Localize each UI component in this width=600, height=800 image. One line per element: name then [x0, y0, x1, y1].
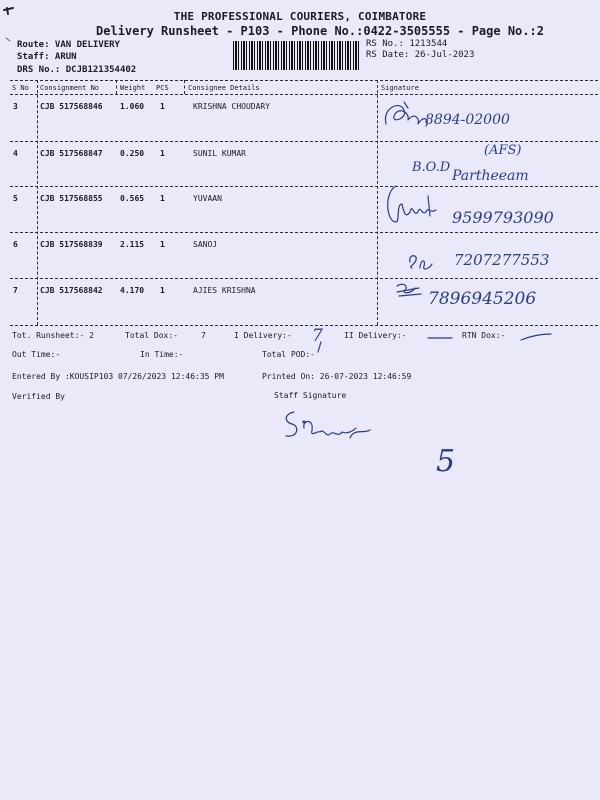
table-header-rule	[10, 94, 598, 95]
handwritten-phone-row-6: 7207277553	[454, 251, 550, 269]
row-weight: 4.170	[120, 286, 145, 295]
row-pcs: 1	[160, 240, 165, 249]
i-delivery-handwritten: 7	[312, 326, 323, 346]
row-sno: 7	[13, 286, 18, 295]
out-time-label: Out Time:-	[12, 350, 61, 359]
row-consignee: SUNIL KUMAR	[193, 149, 246, 158]
row-consignment: CJB 517568842	[40, 286, 103, 295]
column-divider	[37, 80, 38, 325]
row-divider	[10, 232, 598, 233]
route-label: Route: VAN DELIVERY	[17, 40, 120, 50]
col-header-consignee: Consignee Details	[188, 84, 260, 92]
row-pcs: 1	[160, 194, 165, 203]
row-sno: 4	[13, 149, 18, 158]
handwritten-bod: B.O.D	[412, 160, 451, 175]
handwritten-phone-row-3: 8894-02000	[425, 112, 510, 128]
barcode	[233, 41, 360, 70]
handwritten-phone-row-5: 9599793090	[452, 208, 554, 227]
row-weight: 2.115	[120, 240, 145, 249]
row-consignee: AJIES KRISHNA	[193, 286, 256, 295]
rs-date: RS Date: 26-Jul-2023	[366, 50, 475, 60]
row-consignee: KRISHNA CHOUDARY	[193, 102, 271, 111]
total-pod-label: Total POD:-	[262, 350, 315, 359]
row-consignment: CJB 517568847	[40, 149, 103, 158]
entered-by: Entered By :KOUSIP103 07/26/2023 12:46:35 PM	[12, 372, 224, 381]
rtn-dox-label: RTN Dox:-	[462, 331, 506, 340]
col-header-pcs: PCS	[156, 84, 169, 92]
row-consignment: CJB 517568846	[40, 102, 103, 111]
col-header-consignment: Consignment No	[40, 84, 100, 92]
row-divider	[10, 278, 598, 279]
row-weight: 0.250	[120, 149, 145, 158]
row-weight: 0.565	[120, 194, 145, 203]
row-weight: 1.060	[120, 102, 145, 111]
drs-number: DRS No.: DCJB121354402	[17, 65, 137, 75]
company-title: THE PROFESSIONAL COURIERS, COIMBATORE	[173, 10, 427, 23]
row-sno: 5	[13, 194, 18, 203]
row-divider	[10, 186, 598, 187]
printed-on: Printed On: 26-07-2023 12:46:59	[262, 372, 412, 381]
col-header-sno: S No	[12, 84, 29, 92]
handwritten-name-row-4: Partheeam	[452, 168, 529, 184]
rs-number: RS No.: 1213544	[366, 39, 448, 49]
table-top-rule	[10, 80, 598, 81]
signature-row-7	[395, 280, 425, 304]
ii-delivery-label: II Delivery:-	[344, 331, 407, 340]
margin-mark: 5	[436, 444, 456, 479]
handwritten-phone-row-7: 7896945206	[428, 289, 537, 309]
row-sno: 3	[13, 102, 18, 111]
staff-label: Staff: ARUN	[17, 52, 77, 62]
row-pcs: 1	[160, 102, 165, 111]
total-dox-value: 7	[201, 331, 206, 340]
total-pod-mark	[315, 340, 325, 354]
signature-row-5	[382, 182, 452, 230]
column-divider	[184, 80, 185, 94]
signature-row-6	[406, 250, 446, 278]
row-consignee: YUVAAN	[193, 194, 222, 203]
staff-signature-label: Staff Signature	[274, 391, 347, 400]
row-consignee: SANOJ	[193, 240, 218, 249]
col-header-weight: Weight	[120, 84, 146, 92]
total-runsheet: Tot. Runsheet:- 2	[12, 331, 94, 340]
total-dox-label: Total Dox:-	[125, 331, 178, 340]
verified-by-label: Verified By	[12, 392, 65, 401]
staff-signature	[280, 408, 380, 452]
row-consignment: CJB 517568839	[40, 240, 103, 249]
column-divider	[116, 80, 117, 94]
ii-delivery-dash	[426, 335, 456, 341]
i-delivery-label: I Delivery:-	[234, 331, 292, 340]
column-divider	[377, 80, 378, 325]
row-consignment: CJB 517568855	[40, 194, 103, 203]
handwritten-afs: (AFS)	[484, 143, 522, 158]
rtn-dox-dash	[519, 332, 555, 342]
col-header-signature: Signature	[381, 84, 419, 92]
runsheet-subtitle: Delivery Runsheet - P103 - Phone No.:0422-3505555 - Page No.:2	[96, 24, 544, 38]
row-sno: 6	[13, 240, 18, 249]
in-time-label: In Time:-	[140, 350, 184, 359]
table-bottom-rule	[10, 325, 598, 326]
row-pcs: 1	[160, 149, 165, 158]
row-pcs: 1	[160, 286, 165, 295]
